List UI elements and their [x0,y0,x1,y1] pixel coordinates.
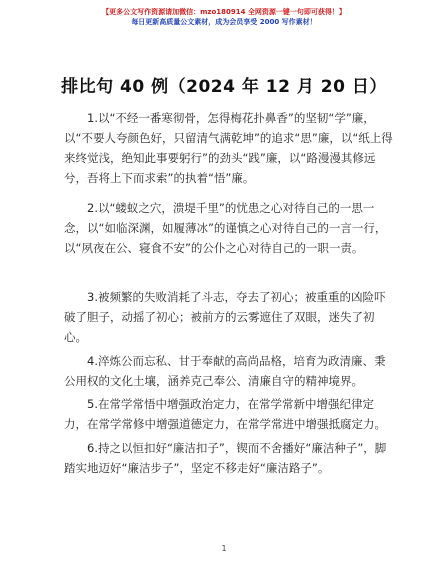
promo-banner [0,7,448,27]
paragraph-2: 2.以“蝼蚁之穴，溃堤千里”的忧患之心对待自己的一思一念，以“如临深渊，如履薄冰”的谨慎之心对待自己的一言一行，以“夙夜在公、寝食不安”的公仆之心对待自己的一职一责。 [64,201,387,255]
promo-line-2: 每日更新高质量公文素材，成为会员享受 2000 写作素材！ [131,18,317,26]
paragraph-3: 3.被频繁的失败消耗了斗志，夺去了初心；被重重的凶险吓破了胆子，动摇了初心；被前方的云雾遮住了双眼，迷失了初心。 [64,290,386,344]
paragraph-6: 6.持之以恒扣好“廉洁扣子”，锲而不舍播好“廉洁种子”，脚踏实地迈好“廉洁步子”，坚定不移走好“廉洁路子”。 [64,441,387,475]
promo-line-1: 【更多公文写作资源请加微信：mzo180914 全网资源一键一句即可获得！】 [102,8,346,16]
document-title: 排比句 40 例（2024 年 12 月 20 日） [61,77,387,97]
page-number: 1 [221,544,227,553]
paragraph-4: 4.淬炼公而忘私、甘于奉献的高尚品格，培育为政清廉、秉公用权的文化土壤，涵养克己奉公、清廉自守的精神境界。 [64,354,386,388]
paragraph-5: 5.在常学常悟中增强政治定力，在常学常新中增强纪律定力，在常学常修中增强道德定力，在常学常进中增强抵腐定力。 [64,397,386,431]
paragraph-1: 1.以“不经一番寒彻骨，怎得梅花扑鼻香”的坚韧“学”廉，以“不要人夸颜色好，只留清气满乾坤”的追求“思”廉，以“纸上得来终觉浅，绝知此事要躬行”的劲头“践”廉，以“路漫漫其修远兮，吾将上下而求索”的执着“悟”廉。 [64,111,393,185]
